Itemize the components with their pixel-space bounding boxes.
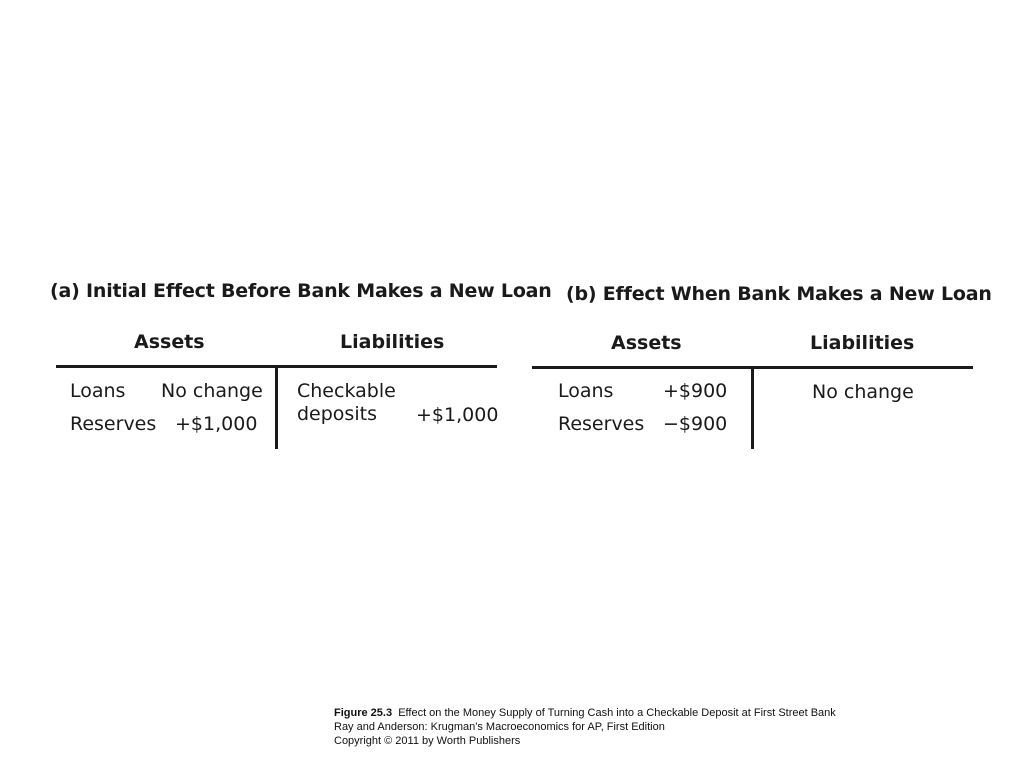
panel-b-title: (b) Effect When Bank Makes a New Loan: [566, 283, 992, 305]
panel-b-assets-header: Assets: [611, 332, 682, 354]
figure-title: Effect on the Money Supply of Turning Cash into a Checkable Deposit at First Street Bank: [398, 707, 836, 719]
figure-caption: [334, 706, 836, 748]
panel-a-asset-label-loans: Loans: [70, 380, 126, 402]
panel-a-title: (a) Initial Effect Before Bank Makes a New Loan: [50, 280, 552, 302]
figure-number: Figure 25.3: [334, 707, 393, 719]
panel-a-liability-label-line1: Checkable: [297, 380, 396, 402]
panel-a-asset-value-loans: No change: [161, 380, 263, 402]
panel-b-asset-value-reserves: −$900: [663, 413, 728, 435]
panel-b-liabilities-header: Liabilities: [810, 332, 915, 354]
panel-a-liabilities-header: Liabilities: [340, 331, 445, 353]
panel-a-assets-header: Assets: [134, 331, 205, 353]
panel-b-asset-value-loans: +$900: [663, 380, 728, 402]
panel-b-liability-value: No change: [812, 381, 914, 403]
panel-a-asset-value-reserves: +$1,000: [175, 413, 258, 435]
caption-line-1: [334, 706, 836, 720]
panel-a-liability-label-line2: deposits: [297, 403, 377, 425]
panel-b-asset-label-loans: Loans: [558, 380, 614, 402]
panel-a-liability-value: +$1,000: [416, 404, 499, 426]
panel-b-asset-label-reserves: Reserves: [558, 413, 645, 435]
caption-line-2: Ray and Anderson: Krugman's Macroeconomics for AP, First Edition: [334, 721, 665, 733]
caption-line-3: Copyright © 2011 by Worth Publishers: [334, 735, 521, 747]
panel-b-vertical-rule: [751, 368, 754, 449]
panel-a-asset-label-reserves: Reserves: [70, 413, 157, 435]
panel-a-vertical-rule: [275, 367, 278, 449]
